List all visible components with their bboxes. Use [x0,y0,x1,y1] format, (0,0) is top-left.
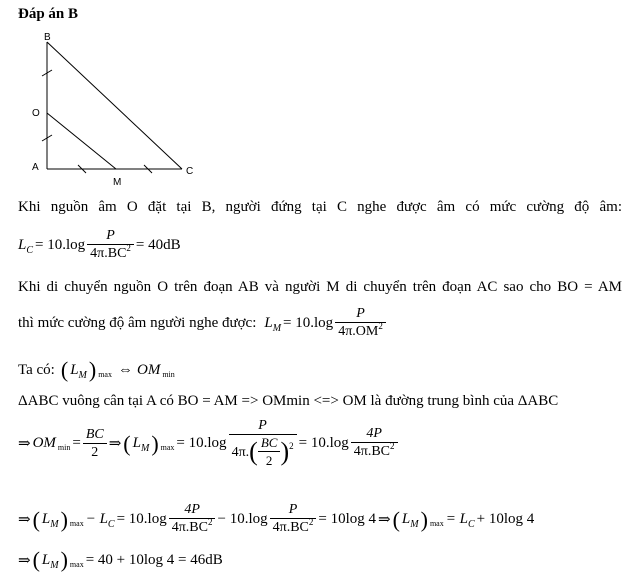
paragraph-1: Khi nguồn âm O đặt tại B, người đứng tại C nghe được âm có mức cường độ âm: [18,199,622,215]
point-label-b: B [44,32,51,43]
paragraph-5: ΔABC vuông cân tại A có BO = AM => OMmin <=> OM là đường trung bình của ΔABC [18,393,559,409]
segment-bc [47,42,182,169]
paragraph-3: thì mức cường độ âm người nghe được: $L_M$ = 10.log $\frac{P}{4\pi.OM^2}$ [18,306,388,341]
point-label-c: C [186,166,194,177]
point-label-m: M [113,177,122,188]
paragraph-2: Khi di chuyển nguồn O trên đoạn AB và người M di chuyển trên đoạn AC sao cho BO = AM [18,279,622,295]
equation-result: ⇒ ( $L_M$ ) max = 40 + 10log 4 = 46dB [18,547,223,572]
point-label-o: O [32,108,40,119]
equation-difference: ⇒ ( $L_M$ ) max − $L_C$ = 10.log $\frac{4P}{4\pi.BC^2}$ − 10.log $\frac{P}{4\pi.BC^2}$ = 10log 4 ⇒ ( $L_M$ ) max = $L_C$ + 10log 4 [18,502,535,535]
segment-om [47,113,116,169]
paragraph-4: Ta có: ( $L_M$ ) max ⇔ OM min [18,357,175,382]
triangle-figure [20,28,220,188]
answer-heading: Đáp án B [18,6,79,22]
equation-lc: $L_C$ = 10.log $\frac{P}{4\pi.BC^2}$ = 40dB [18,228,181,261]
equation-om-min: ⇒ OM min = $\frac{BC}{2}$ ⇒ ( $L_M$ ) max = 10.log P 4π. ( $\frac{BC}{2}$ ) 2 = 10.log $\frac{4P}{4\pi.BC^2}$ [18,418,400,469]
point-label-a: A [32,162,39,173]
